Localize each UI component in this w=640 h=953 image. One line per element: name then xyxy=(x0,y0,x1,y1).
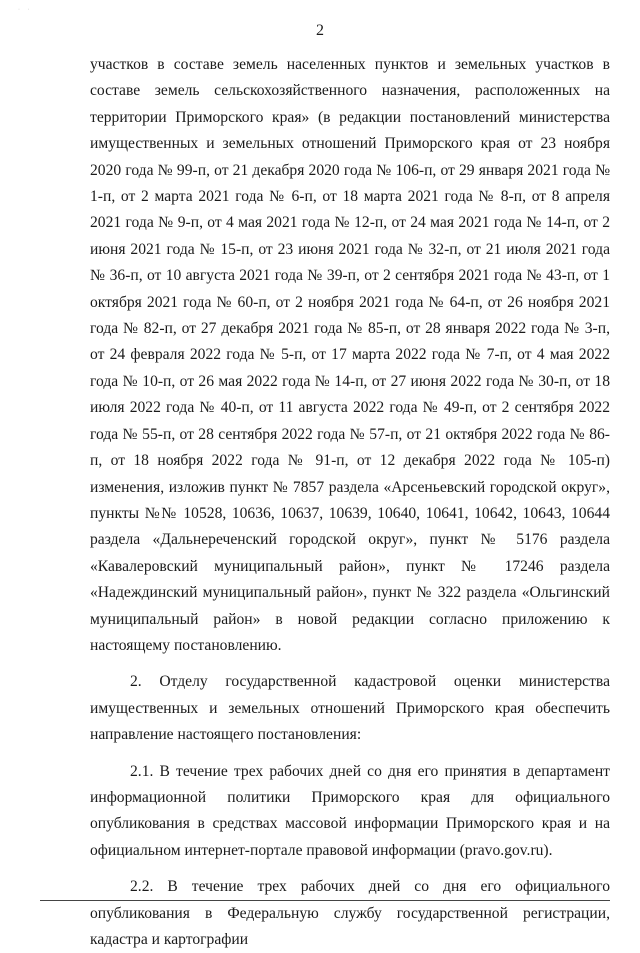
paragraph-item-2-2: 2.2. В течение трех рабочих дней со дня его официального опубликования в Федеральную службу государственной регистрации, кадастра и картографии xyxy=(90,878,610,948)
scan-artifact: · · xyxy=(18,7,33,13)
paragraph-continuation: участков в составе земель населенных пунктов и земельных участков в составе земель сельскохозяйственного назначения, расположенных на территории Приморского края» (в редакции постановлений министерства имущественных и земельных отношений Приморского края от 23 ноября 2020 года № 99-п, от 21 декабря 2020 года № 106-п, от 29 января 2021 года № 1-п, от 2 марта 2021 года № 6-п, от 18 марта 2021 года № 8-п, от 8 апреля 2021 года № 9-п, от 4 мая 2021 года № 12-п, от 24 мая 2021 года № 14-п, от 2 июня 2021 года № 15-п, от 23 июня 2021 года № 32-п, от 21 июля 2021 года № 36-п, от 10 августа 2021 года № 39-п, от 2 сентября 2021 года № 43-п, от 1 октября 2021 года № 60-п, от 2 ноября 2021 года № 64-п, от 26 ноября 2021 года № 82-п, от 27 декабря 2021 года № 85-п, от 28 января 2022 года № 3-п, от 24 февраля 2022 года № 5-п, от 17 марта 2022 года № 7-п, от 4 мая 2022 года № 10-п, от 26 мая 2022 года № 14-п, от 27 июня 2022 года № 30-п, от 18 июля 2022 года № 40-п, от 11 августа 2022 года № 49-п, от 2 сентября 2022 года № 55-п, от 28 сентября 2022 года № 57-п, от 21 октября 2022 года № 86-п, от 18 ноября 2022 года № 91-п, от 12 декабря 2022 года № 105-п) изменения, изложив пункт № 7857 раздела «Арсеньевский городской округ», пункты №№ 10528, 10636, 10637, 10639, 10640, 10641, 10642, 10643, 10644 раздела «Дальнереченский городской округ», пункт № 5176 раздела «Кавалеровский муниципальный район», пункт № 17246 раздела «Надеждинский муниципальный район», пункт № 322 раздела «Ольгинский муниципальный район» в новой редакции согласно приложению к настоящему постановлению. xyxy=(90,56,610,654)
document-body xyxy=(90,52,610,953)
page-number: 2 xyxy=(316,22,324,39)
paragraph-item-2: 2. Отделу государственной кадастровой оценки министерства имущественных и земельных отношений Приморского края обеспечить направление настоящего постановления: xyxy=(90,673,610,744)
bottom-edge-line xyxy=(40,900,610,901)
paragraph-item-2-1: 2.1. В течение трех рабочих дней со дня его принятия в департамент информационной политики Приморского края для официального опубликования в средствах массовой информации Приморского края и на официальном интернет-портале правовой информации (pravo.gov.ru). xyxy=(90,762,610,859)
